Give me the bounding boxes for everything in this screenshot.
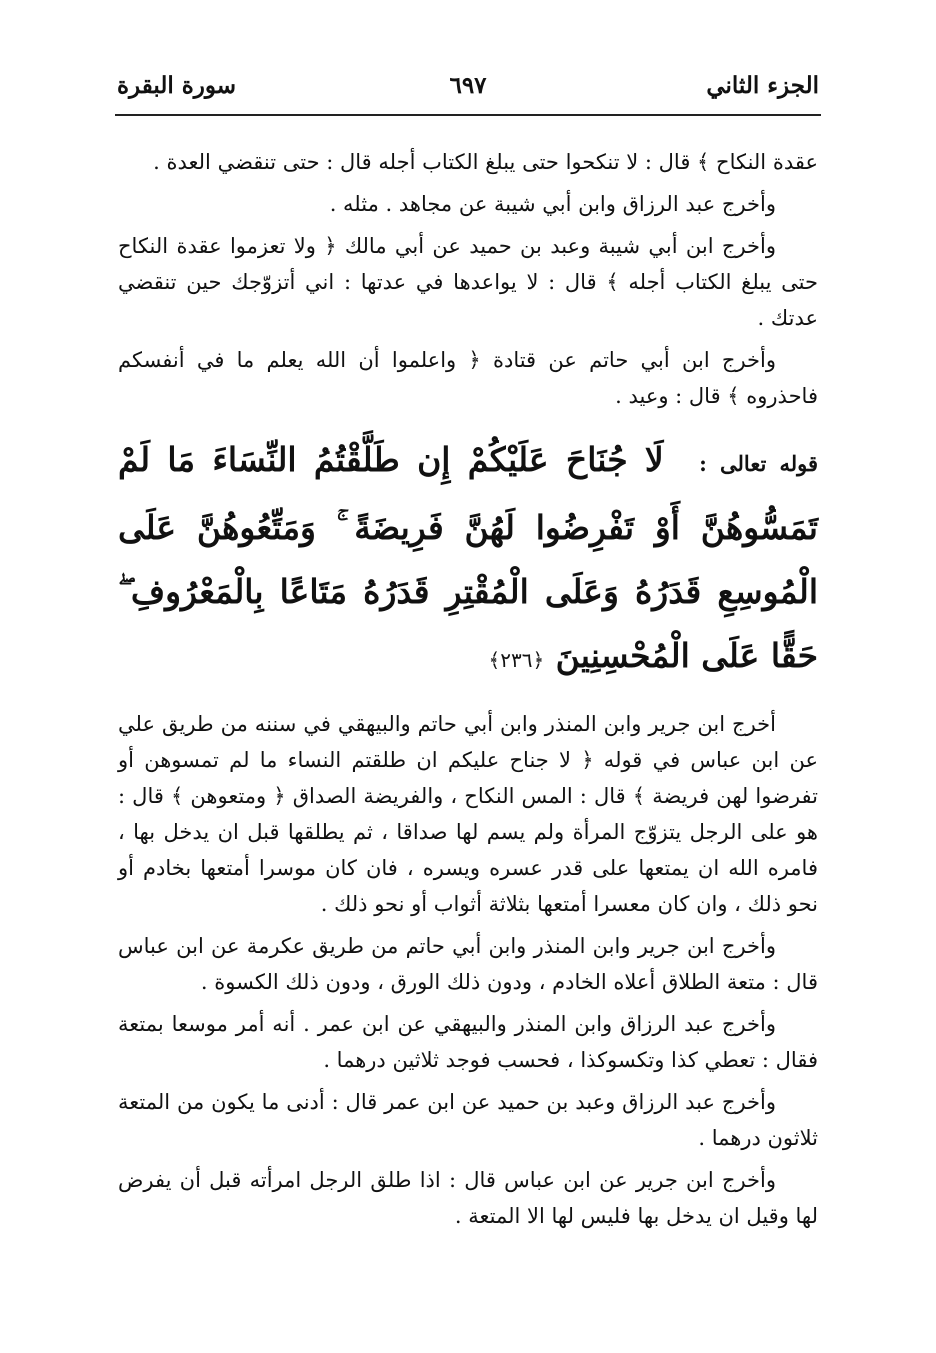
paragraph: أخرج ابن جرير وابن المنذر وابن أبي حاتم والبيهقي في سننه من طريق علي عن ابن عباس في قوله ﴿ لا جناح عليكم ان طلقتم النساء ما لم تمسوهن أو تفرضوا لهن فريضة ﴾ قال : المس النكاح ، والفريضة الصداق ﴿ ومتعوهن ﴾ قال : هو على الرجل يتزوّج المرأة ولم يسم لها صداقا ، ثم يطلقها قبل ان يدخل بها ، فامره الله ان يمتعها على قدر عسره ويسره ، فان كان موسرا أمتعها بخادم أو نحو ذلك ، وان كان معسرا أمتعها بثلاثة أثواب أو نحو ذلك . — [118, 712, 818, 916]
page-header — [115, 70, 821, 116]
paragraph: وأخرج ابن جرير وابن المنذر وابن أبي حاتم من طريق عكرمة عن ابن عباس قال : متعة الطلاق أعلاه الخادم ، ودون ذلك الورق ، ودون ذلك الكسوة . — [118, 934, 818, 994]
paragraph: وأخرج ابن أبي شيبة وعبد بن حميد عن أبي مالك ﴿ ولا تعزموا عقدة النكاح حتى يبلغ الكتاب أجله ﴾ قال : لا يواعدها في عدتها : اني أتزوّجك حين تنقضي عدتك . — [118, 234, 818, 330]
paragraph: وأخرج عبد الرزاق وابن المنذر والبيهقي عن ابن عمر . أنه أمر موسعا بمتعة فقال : تعطي كذا وتكسوكذا ، فحسب فوجد ثلاثين درهما . — [118, 1012, 818, 1072]
verse-intro: قوله تعالى : — [699, 451, 818, 476]
verse-number-badge: ﴿٢٣٦﴾ — [488, 648, 545, 672]
page-number: ٦٩٧ — [449, 72, 487, 99]
paragraph: وأخرج عبد الرزاق وعبد بن حميد عن ابن عمر قال : أدنى ما يكون من المتعة ثلاثون درهما . — [118, 1090, 818, 1150]
verse-text: لَا جُنَاحَ عَلَيْكُمْ إِن طَلَّقْتُمُ النِّسَاءَ مَا لَمْ تَمَسُّوهُنَّ أَوْ تَفْرِضُوا لَهُنَّ فَرِيضَةً ۚ وَمَتِّعُوهُنَّ عَلَى الْمُوسِعِ قَدَرُهُ وَعَلَى الْمُقْتِرِ قَدَرُهُ مَتَاعًا بِالْمَعْرُوفِ ۖ حَقًّا عَلَى الْمُحْسِنِينَ — [118, 440, 818, 675]
quran-verse — [118, 428, 818, 692]
paragraph: وأخرج ابن أبي حاتم عن قتادة ﴿ واعلموا أن الله يعلم ما في أنفسكم فاحذروه ﴾ قال : وعيد . — [118, 348, 818, 408]
part-title: الجزء الثاني — [706, 72, 819, 99]
surah-title: سورة البقرة — [117, 72, 237, 99]
paragraph: وأخرج ابن جرير عن ابن عباس قال : اذا طلق الرجل امرأته قبل أن يفرض لها وقيل ان يدخل بها فليس لها الا المتعة . — [118, 1168, 818, 1228]
paragraph: وأخرج عبد الرزاق وابن أبي شيبة عن مجاهد . مثله . — [329, 192, 776, 216]
paragraph: عقدة النكاح ﴾ قال : لا تنكحوا حتى يبلغ الكتاب أجله قال : حتى تنقضي العدة . — [153, 150, 818, 174]
page-body — [118, 144, 818, 1240]
